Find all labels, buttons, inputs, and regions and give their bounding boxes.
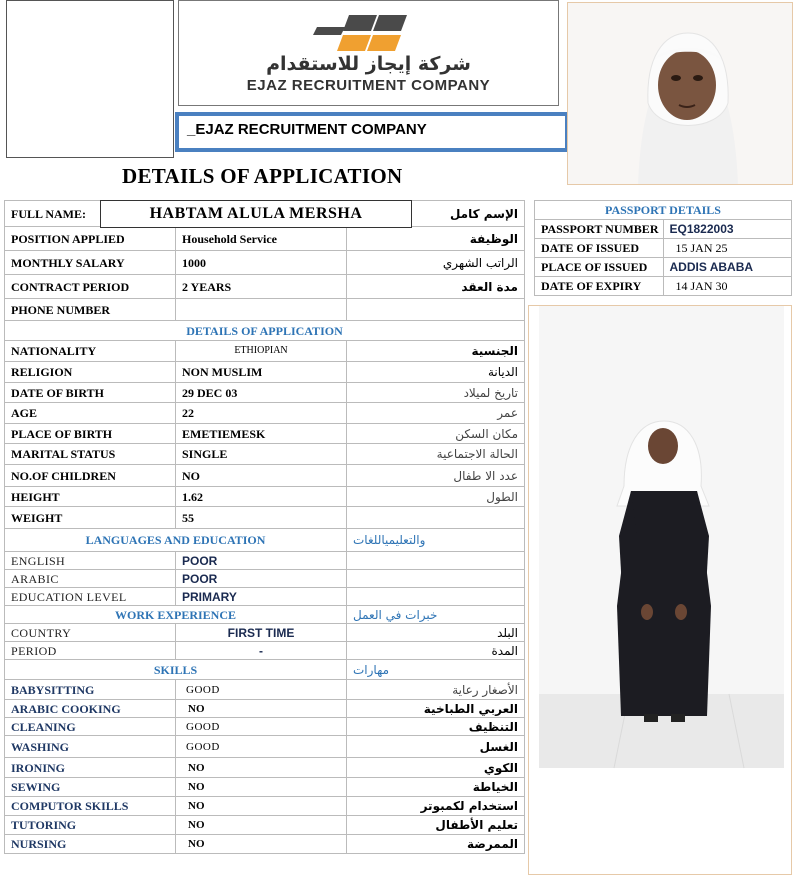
detail-value: 29 DEC 03	[176, 383, 347, 403]
issue-date-value: 15 JAN 25	[663, 239, 792, 258]
skill-label: CLEANING	[5, 718, 176, 736]
detail-label: MARITAL STATUS	[5, 444, 176, 465]
skill-row	[5, 718, 525, 736]
expiry-date-label: DATE OF EXPIRY	[535, 277, 664, 296]
row-position	[5, 227, 525, 251]
salary-label: MONTHLY SALARY	[5, 251, 176, 275]
phone-label: PHONE NUMBER	[5, 299, 176, 321]
language-empty	[347, 552, 525, 570]
skill-row	[5, 680, 525, 700]
detail-row	[5, 487, 525, 507]
detail-value: ETHIOPIAN	[176, 341, 347, 362]
detail-label: NATIONALITY	[5, 341, 176, 362]
detail-ar: الديانة	[347, 362, 525, 383]
language-row	[5, 588, 525, 606]
work-label: PERIOD	[5, 642, 176, 660]
skill-label: ARABIC COOKING	[5, 700, 176, 718]
skill-value: NO	[176, 835, 347, 854]
skills-section-title: SKILLS	[5, 660, 347, 680]
detail-ar: الجنسية	[347, 341, 525, 362]
language-value: POOR	[176, 552, 347, 570]
skill-value: GOOD	[176, 718, 347, 736]
detail-label: DATE OF BIRTH	[5, 383, 176, 403]
portrait-illustration	[568, 3, 793, 185]
skill-ar: تعليم الأطفال	[347, 816, 525, 835]
row-phone	[5, 299, 525, 321]
company-banner	[175, 112, 569, 152]
position-ar: الوظيفة	[347, 227, 525, 251]
row-salary	[5, 251, 525, 275]
languages-section-title: LANGUAGES AND EDUCATION	[5, 529, 347, 552]
detail-ar	[347, 507, 525, 529]
skill-row	[5, 816, 525, 835]
work-value: -	[176, 642, 347, 660]
detail-row	[5, 465, 525, 487]
skills-section-ar: مهارات	[347, 660, 525, 680]
skill-ar: العربي الطباخية	[347, 700, 525, 718]
banner-text: _EJAZ RECRUITMENT COMPANY	[187, 121, 427, 138]
detail-row	[5, 341, 525, 362]
issue-place-label: PLACE OF ISSUED	[535, 258, 664, 277]
passport-number-value: EQ1822003	[663, 220, 792, 239]
languages-section-ar: والتعليمياللغات	[347, 529, 525, 552]
work-section-title: WORK EXPERIENCE	[5, 606, 347, 624]
skill-row	[5, 778, 525, 797]
skill-value: NO	[176, 758, 347, 778]
skill-label: COMPUTOR SKILLS	[5, 797, 176, 816]
skill-value: GOOD	[176, 736, 347, 758]
language-row	[5, 570, 525, 588]
detail-row	[5, 403, 525, 424]
skill-value: NO	[176, 778, 347, 797]
row-contract	[5, 275, 525, 299]
salary-value: 1000	[176, 251, 347, 275]
contract-ar: مدة العقد	[347, 275, 525, 299]
detail-label: NO.OF CHILDREN	[5, 465, 176, 487]
contract-value: 2 YEARS	[176, 275, 347, 299]
logo-mark-icon	[307, 9, 427, 59]
detail-label: PLACE OF BIRTH	[5, 424, 176, 444]
skill-row	[5, 758, 525, 778]
detail-row	[5, 444, 525, 465]
skill-label: BABYSITTING	[5, 680, 176, 700]
skill-row	[5, 700, 525, 718]
detail-label: WEIGHT	[5, 507, 176, 529]
work-section-header	[5, 606, 525, 624]
skill-ar: التنظيف	[347, 718, 525, 736]
skill-label: NURSING	[5, 835, 176, 854]
phone-value	[176, 299, 347, 321]
contract-label: CONTRACT PERIOD	[5, 275, 176, 299]
logo-english-text: EJAZ RECRUITMENT COMPANY	[246, 77, 491, 94]
skill-ar: الممرضة	[347, 835, 525, 854]
detail-ar: عدد الا طفال	[347, 465, 525, 487]
work-label: COUNTRY	[5, 624, 176, 642]
passport-number-label: PASSPORT NUMBER	[535, 220, 664, 239]
full-name-ar: الإسم كامل	[347, 201, 525, 227]
language-label: ENGLISH	[5, 552, 176, 570]
skill-label: SEWING	[5, 778, 176, 797]
skill-ar: الخياطة	[347, 778, 525, 797]
full-name-value: HABTAM ALULA MERSHA	[100, 200, 412, 228]
detail-label: HEIGHT	[5, 487, 176, 507]
detail-label: RELIGION	[5, 362, 176, 383]
page-title: DETAILS OF APPLICATION	[122, 164, 403, 188]
detail-value: NON MUSLIM	[176, 362, 347, 383]
detail-row	[5, 424, 525, 444]
issue-date-label: DATE OF ISSUED	[535, 239, 664, 258]
detail-row	[5, 362, 525, 383]
full-body-photo	[528, 305, 792, 875]
position-value: Household Service	[176, 227, 347, 251]
position-label: POSITION APPLIED	[5, 227, 176, 251]
detail-value: EMETIEMESK	[176, 424, 347, 444]
skill-value: NO	[176, 700, 347, 718]
language-label: EDUCATION LEVEL	[5, 588, 176, 606]
skill-label: TUTORING	[5, 816, 176, 835]
passport-table	[534, 200, 792, 296]
blank-photo-box	[6, 0, 174, 158]
skill-label: WASHING	[5, 736, 176, 758]
work-row	[5, 624, 525, 642]
skill-label: IRONING	[5, 758, 176, 778]
skill-row	[5, 797, 525, 816]
detail-value: NO	[176, 465, 347, 487]
work-row	[5, 642, 525, 660]
skill-value: NO	[176, 797, 347, 816]
language-value: PRIMARY	[176, 588, 347, 606]
languages-section-header	[5, 529, 525, 552]
detail-row	[5, 507, 525, 529]
details-section-header	[5, 321, 525, 341]
full-name-label: FULL NAME:	[5, 201, 176, 227]
detail-ar: مكان السكن	[347, 424, 525, 444]
detail-ar: الطول	[347, 487, 525, 507]
detail-label: AGE	[5, 403, 176, 424]
detail-value: 55	[176, 507, 347, 529]
portrait-photo	[567, 2, 793, 185]
company-logo	[178, 0, 559, 106]
salary-ar: الراتب الشهري	[347, 251, 525, 275]
issue-place-value: ADDIS ABABA	[663, 258, 792, 277]
work-ar: البلد	[347, 624, 525, 642]
application-table	[4, 200, 525, 854]
skill-row	[5, 736, 525, 758]
language-empty	[347, 570, 525, 588]
language-label: ARABIC	[5, 570, 176, 588]
expiry-date-value: 14 JAN 30	[663, 277, 792, 296]
skill-ar: استخدام لكمبوتر	[347, 797, 525, 816]
detail-value: SINGLE	[176, 444, 347, 465]
language-value: POOR	[176, 570, 347, 588]
detail-value: 1.62	[176, 487, 347, 507]
skill-ar: الأصغار رعاية	[347, 680, 525, 700]
skill-row	[5, 835, 525, 854]
work-value: FIRST TIME	[176, 624, 347, 642]
skill-value: NO	[176, 816, 347, 835]
work-section-ar: خبرات في العمل	[347, 606, 525, 624]
skill-value: GOOD	[176, 680, 347, 700]
skills-section-header	[5, 660, 525, 680]
skill-ar: الغسل	[347, 736, 525, 758]
detail-ar: تاريخ لميلاد	[347, 383, 525, 403]
language-row	[5, 552, 525, 570]
full-body-illustration	[529, 306, 792, 875]
detail-row	[5, 383, 525, 403]
work-ar: المدة	[347, 642, 525, 660]
logo-arabic-text: شركة إيجاز للاستقدام	[266, 53, 471, 75]
skill-ar: الكوي	[347, 758, 525, 778]
detail-value: 22	[176, 403, 347, 424]
details-section-title: DETAILS OF APPLICATION	[5, 321, 525, 341]
passport-heading: PASSPORT DETAILS	[535, 201, 792, 220]
detail-ar: الحالة الاجتماعية	[347, 444, 525, 465]
detail-ar: عمر	[347, 403, 525, 424]
language-empty	[347, 588, 525, 606]
